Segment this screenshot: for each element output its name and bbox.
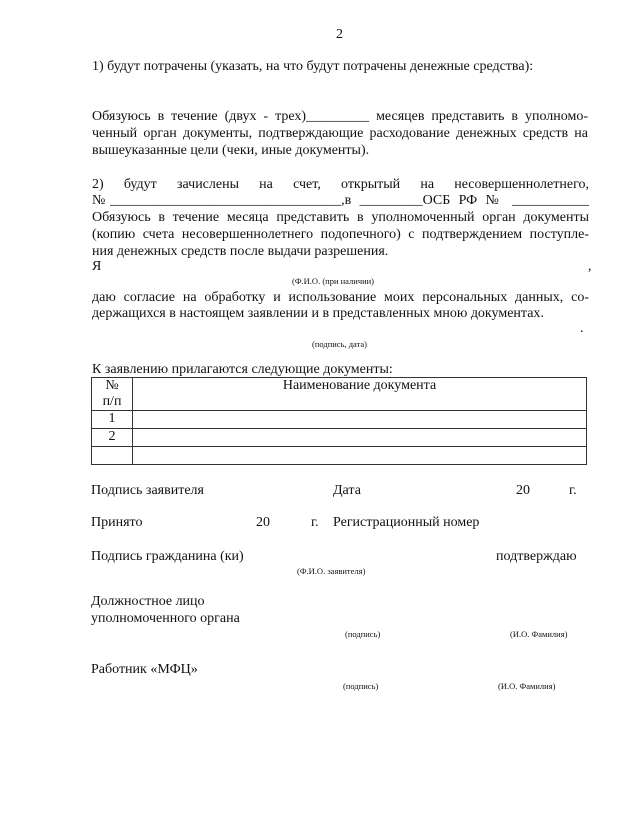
accepted-year-field[interactable] [276, 515, 302, 529]
item2-word: открытый [341, 177, 401, 192]
item2-pledge-line-2: (копию счета несовершеннолетнего подопечного) с подтверждением поступле- [92, 227, 589, 242]
item2-pledge-line-1: Обязуюсь в течение месяца представить в уполномоченный орган документы [92, 210, 589, 225]
table-row[interactable] [92, 411, 587, 429]
item2-word: на [420, 177, 435, 192]
item2-word: несовершеннолетнего, [454, 177, 589, 192]
item1-pledge-line-2: ченный орган документы, подтверждающие расходование денежных средств на [92, 126, 588, 141]
consent-line-2: держащихся в настоящем заявлении и в представленных мною документах. [92, 306, 544, 321]
official-label-line-1: Должностное лицо [91, 594, 205, 609]
table-header-row [92, 378, 587, 411]
official-sign-field[interactable] [337, 612, 402, 626]
col-num-header [92, 378, 133, 411]
account-number-line[interactable]: №_________________________________,в _________ОСБ РФ № ___________ [92, 193, 589, 208]
col-num-line1: № [105, 378, 119, 393]
item2-word: будут [123, 177, 157, 192]
consent-line-1: даю согласие на обработку и использование моих персональных данных, со- [92, 290, 589, 305]
page-number: 2 [336, 27, 343, 42]
mfc-sign-field[interactable] [337, 664, 405, 678]
document-name-cell[interactable] [133, 411, 587, 429]
mfc-sign-caption: (подпись) [343, 681, 379, 691]
row-number [92, 447, 133, 465]
spending-purpose-field[interactable] [92, 74, 588, 88]
accepted-label: Принято [91, 515, 143, 530]
document-name-cell[interactable] [133, 447, 587, 465]
citizen-sign-label: Подпись гражданина (ки) [91, 549, 244, 564]
official-sign-caption: (подпись) [345, 629, 381, 639]
documents-table [91, 377, 587, 465]
ya-label: Я [92, 259, 102, 274]
table-row[interactable] [92, 429, 587, 447]
reg-number-field[interactable] [490, 515, 594, 529]
confirm-label: подтверждаю [496, 549, 577, 564]
item2-pledge-line-3: ния денежных средств после выдачи разрешения. [92, 244, 389, 259]
item2-line-1 [92, 177, 589, 193]
year-prefix: 20 [516, 483, 530, 498]
table-row[interactable] [92, 447, 587, 465]
applicant-sign-field[interactable] [242, 483, 302, 497]
fio-caption: (Ф.И.О. (при наличии) [292, 276, 375, 286]
mfc-name-caption: (И.О. Фамилия) [498, 681, 556, 691]
official-name-field[interactable] [484, 612, 584, 626]
item2-word: на [259, 177, 273, 192]
accepted-date-field[interactable] [164, 515, 246, 529]
date-field[interactable] [375, 483, 508, 497]
item2-word: счет, [293, 177, 321, 192]
item2-word: зачислены [176, 177, 239, 192]
col-num-line2: п/п [102, 394, 122, 409]
official-name-caption: (И.О. Фамилия) [510, 629, 568, 639]
item1-pledge-line-1: Обязуюсь в течение (двух - трех)_________ месяцев представить в уполномо- [92, 109, 588, 124]
item1-pledge-line-3: вышеуказанные цели (чеки, иные документы). [92, 143, 370, 158]
year-field[interactable] [537, 483, 565, 497]
row-number: 2 [92, 429, 133, 447]
document-name-cell[interactable] [133, 429, 587, 447]
applicant-sign-label: Подпись заявителя [91, 483, 204, 498]
applicant-fio-field[interactable] [255, 549, 492, 563]
row-number: 1 [92, 411, 133, 429]
attachments-heading: К заявлению прилагаются следующие документы: [92, 362, 393, 377]
mfc-worker-label: Работник «МФЦ» [91, 662, 198, 677]
col-name-header: Наименование документа [133, 378, 587, 411]
date-label: Дата [333, 483, 361, 498]
official-label-line-2: уполномоченного органа [91, 611, 240, 626]
item1-heading: 1) будут потрачены (указать, на что будут потрачены денежные средства): [92, 59, 534, 74]
reg-number-label: Регистрационный номер [333, 515, 480, 530]
accepted-year-prefix: 20 [256, 515, 270, 530]
item2-word: 2) [92, 177, 104, 192]
consent-period: . [580, 321, 584, 336]
fio-comma: , [588, 259, 592, 274]
consent-signature-field[interactable] [92, 320, 579, 334]
fio-field[interactable] [105, 259, 588, 273]
applicant-fio-caption: (Ф.И.О. заявителя) [297, 566, 366, 576]
year-suffix: г. [569, 483, 577, 498]
consent-sign-caption: (подпись, дата) [312, 339, 368, 349]
accepted-year-suffix: г. [311, 515, 319, 530]
mfc-name-field[interactable] [482, 664, 588, 678]
